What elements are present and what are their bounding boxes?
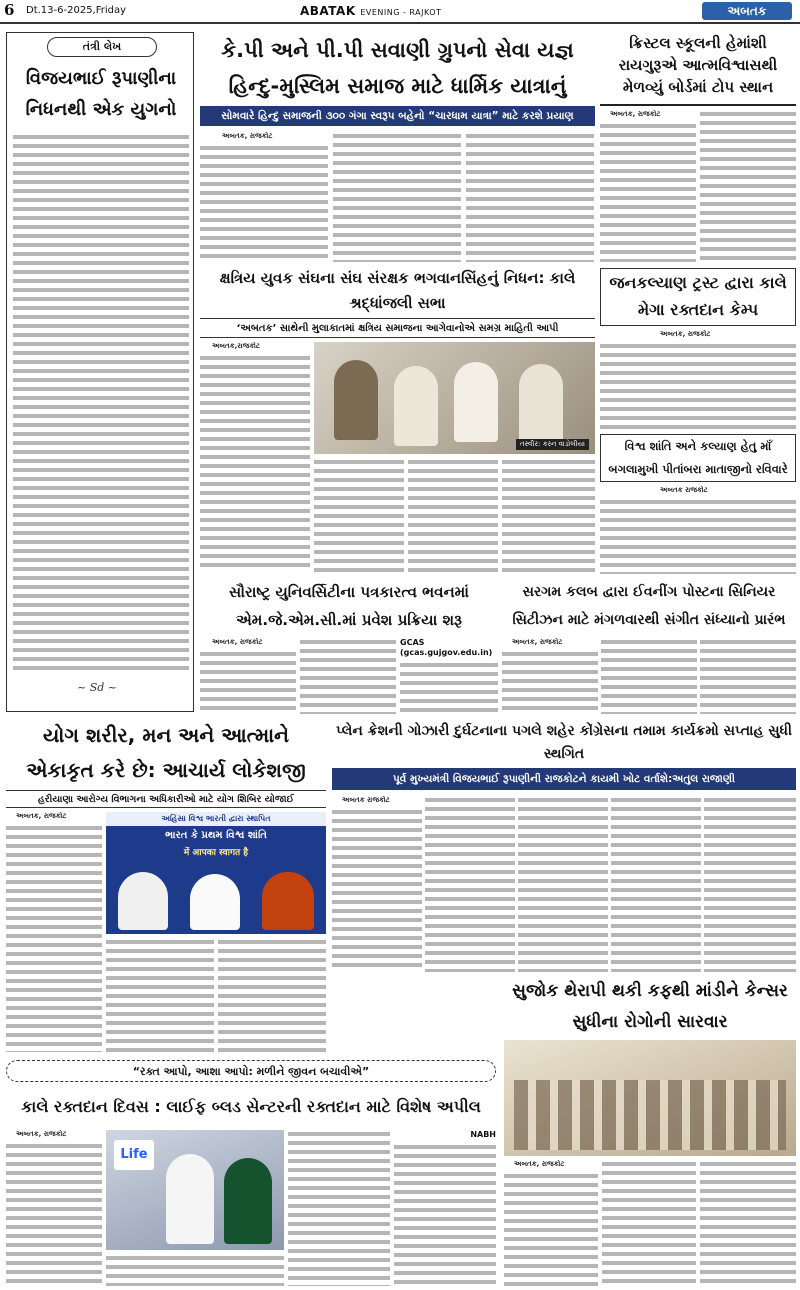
plane-col-5 (704, 796, 796, 972)
blood-kicker: “રક્ત આપો, આશા આપો: મળીને જીવન બચાવીએ” (6, 1060, 496, 1082)
issue-date: Dt.13-6-2025,Friday (26, 5, 127, 16)
editor-signature: ~ Sd ~ (77, 681, 118, 694)
abtak-logo: અબતક (702, 2, 792, 20)
blood-col-3 (288, 1130, 390, 1286)
lead-headline-2: હિન્દુ-મુસ્લિમ સમાજ માટે ધાર્મિક યાત્રાનું (228, 74, 567, 98)
divider (600, 104, 796, 106)
life-logo: Life (114, 1140, 154, 1170)
kshatriya-headline: ક્ષત્રિય યુવક સંઘના સંઘ સંરક્ષક ભગવાનસિંહનું નિધન: કાલે શ્રદ્ધાંજલી સભા (219, 269, 576, 312)
editorial-label: તંત્રી લેખ (47, 37, 157, 57)
yoga-col-2 (106, 938, 214, 1052)
sujok-col-3 (700, 1160, 796, 1286)
nabh-label: NABH (470, 1130, 496, 1139)
blood-headline: કાલે રક્તદાન દિવસ : લાઈફ બ્લડ સેન્ટરની રક્તદાન માટે વિશેષ અપીલ (21, 1097, 481, 1116)
gcas-link: GCAS (gcas.gujgov.edu.in) (400, 638, 493, 657)
sujok-headline: સુજોક થેરાપી થકી કફથી માંડીને કેન્સર સુધીના રોગોની સારવાર (512, 981, 788, 1032)
jankalyan-byline: અબતક, રાજકોટ (660, 330, 711, 338)
crystal-byline: અબતક, રાજકોટ (610, 110, 661, 118)
sargam-col-3 (700, 638, 796, 714)
blood-photo (106, 1130, 284, 1250)
sujok-col-1 (504, 1160, 598, 1286)
person-figure (224, 1158, 272, 1244)
kshatriya-photo (314, 342, 595, 454)
yoga-banner-line3: में आपका स्वागत है (183, 848, 249, 858)
paper-edition: EVENING - RAJKOT (360, 8, 442, 17)
kshatriya-col-2 (314, 458, 404, 572)
saurashtra-col-1 (200, 638, 296, 714)
saurashtra-col-3 (400, 638, 498, 714)
person-figure (262, 872, 314, 930)
saurashtra-byline: અબતક, રાજકોટ (212, 638, 263, 646)
person-figure (454, 362, 498, 442)
sujok-photo (504, 1040, 796, 1156)
lead-headline-1: કે.પી અને પી.પી સવાણી ગ્રુપનો સેવા યજ્ઞ (221, 38, 574, 62)
kshatriya-col-1 (200, 342, 310, 572)
plane-byline: અબતક રાજકોટ (342, 796, 390, 804)
blood-byline: અબતક, રાજકોટ (16, 1130, 67, 1138)
blood-col-4 (394, 1130, 496, 1286)
audience-crowd (514, 1080, 786, 1150)
plane-col-4 (611, 796, 701, 972)
kshatriya-col-4 (502, 458, 595, 572)
editorial-title: વિજયભાઈ રૂપાણીના નિધનથી એક યુગનો (25, 68, 177, 120)
jankalyan-headline: જનકલ્યાણ ટ્રસ્ટ દ્વારા કાલે મેગા રક્તદાન કેમ્પ (600, 268, 796, 326)
crystal-col-1 (600, 110, 696, 262)
photo-credit: તસ્વીર: કરન વાડોલીયા (516, 439, 589, 450)
vishwa-headline: વિશ્વ શાંતિ અને કલ્યાણ હેતુ માઁ બગલામુખી પીતાંબરા માતાજીનો રવિવારે (600, 434, 796, 482)
sargam-col-1 (502, 638, 598, 714)
person-figure (190, 874, 240, 930)
yoga-byline: અબતક, રાજકોટ (16, 812, 67, 820)
sargam-headline: સરગમ કલબ દ્વારા ઈવનીંગ પોસ્ટના સિનિયર સિટીઝન માટે મંગળવારથી સંગીત સંધ્યાનો પ્રારંભ (512, 584, 786, 628)
yoga-col-1 (6, 812, 102, 1052)
paper-name (300, 4, 441, 18)
sujok-byline: અબતક, રાજકોટ (514, 1160, 565, 1168)
plane-headline: પ્લેન ક્રેશની ગોઝારી દુર્ઘટનાના પગલે શહેર કોંગ્રેસના તમામ કાર્યક્રમો સપ્તાહ સુધી સ્થગિત (335, 723, 793, 762)
blood-col-1 (6, 1130, 102, 1286)
jankalyan-body (600, 330, 796, 430)
plane-col-2 (425, 796, 515, 972)
yoga-banner-line2: ભારત કે પ્રથમ વિશ્વ શાંતિ (165, 830, 267, 841)
yoga-photo (106, 812, 326, 934)
plane-col-1 (332, 796, 422, 972)
kshatriya-subhead: ‘અબતક’ સાથેની મુલાકાતમાં ક્ષત્રિય સમાજના આગેવાનોએ સમગ્ર માહિતી આપી (200, 318, 595, 338)
plane-subhead: પૂર્વ મુખ્યમંત્રી વિજયભાઈ રૂપાણીની રાજકોટને કાયમી ખોટ વર્તાશે:અતુલ રાજાણી (332, 768, 796, 790)
yoga-headline: યોગ શરીર, મન અને આત્માને એકાકૃત કરે છે: આચાર્ય લોકેશજી (26, 723, 306, 782)
editorial-body (13, 133, 189, 673)
kshatriya-col-3 (408, 458, 498, 572)
kshatriya-byline: અબતક,રાજકોટ (212, 342, 260, 350)
masthead (0, 0, 800, 24)
lead-col-3 (466, 132, 594, 262)
saurashtra-col-2 (300, 638, 396, 714)
plane-col-3 (518, 796, 608, 972)
yoga-col-3 (218, 938, 326, 1052)
sargam-byline: અબતક, રાજકોટ (512, 638, 563, 646)
sujok-col-2 (602, 1160, 696, 1286)
lead-byline: અબતક, રાજકોટ (222, 132, 273, 140)
editorial-box (6, 32, 194, 712)
person-figure (394, 366, 438, 446)
blood-caption (106, 1254, 284, 1286)
vishwa-body (600, 486, 796, 574)
paper-title: ABATAK (300, 4, 356, 18)
saurashtra-headline: સૌરાષ્ટ્ર યુનિવર્સિટીના પત્રકારત્વ ભવનમાં એમ.જે.એમ.સી.માં પ્રવેશ પ્રક્રિયા શરૂ (229, 583, 469, 629)
person-figure (334, 360, 378, 440)
lead-col-1 (200, 132, 328, 262)
vishwa-byline: અબતક રાજકોટ (660, 486, 708, 494)
page-number: 6 (4, 1, 15, 19)
lead-col-2 (333, 132, 461, 262)
lead-subhead: સોમવારે હિન્દુ સમાજની ૩૦૦ ગંગા સ્વરૂપ બહેનો “ચારધામ યાત્રા” માટે કરશે પ્રયાણ (200, 106, 595, 126)
yoga-banner-line1: અહિંસા વિશ્વ ભારતી દ્વારા સ્થાપિત (106, 812, 326, 826)
person-figure (519, 364, 563, 444)
sargam-col-2 (601, 638, 697, 714)
crystal-headline: ક્રિસ્ટલ સ્કૂલની હેમાંશી રાયગુરૂએ આત્મવિશ્વાસથી મેળવ્યું બોર્ડમાં ટોપ સ્થાન (618, 34, 778, 96)
person-figure (118, 872, 168, 930)
yoga-subhead: હરીયાણા આરોગ્ય વિભાગના અધિકારીઓ માટે યોગ શિબિર યોજાઈ (6, 790, 326, 808)
person-figure (166, 1154, 214, 1244)
crystal-col-2 (700, 110, 796, 262)
